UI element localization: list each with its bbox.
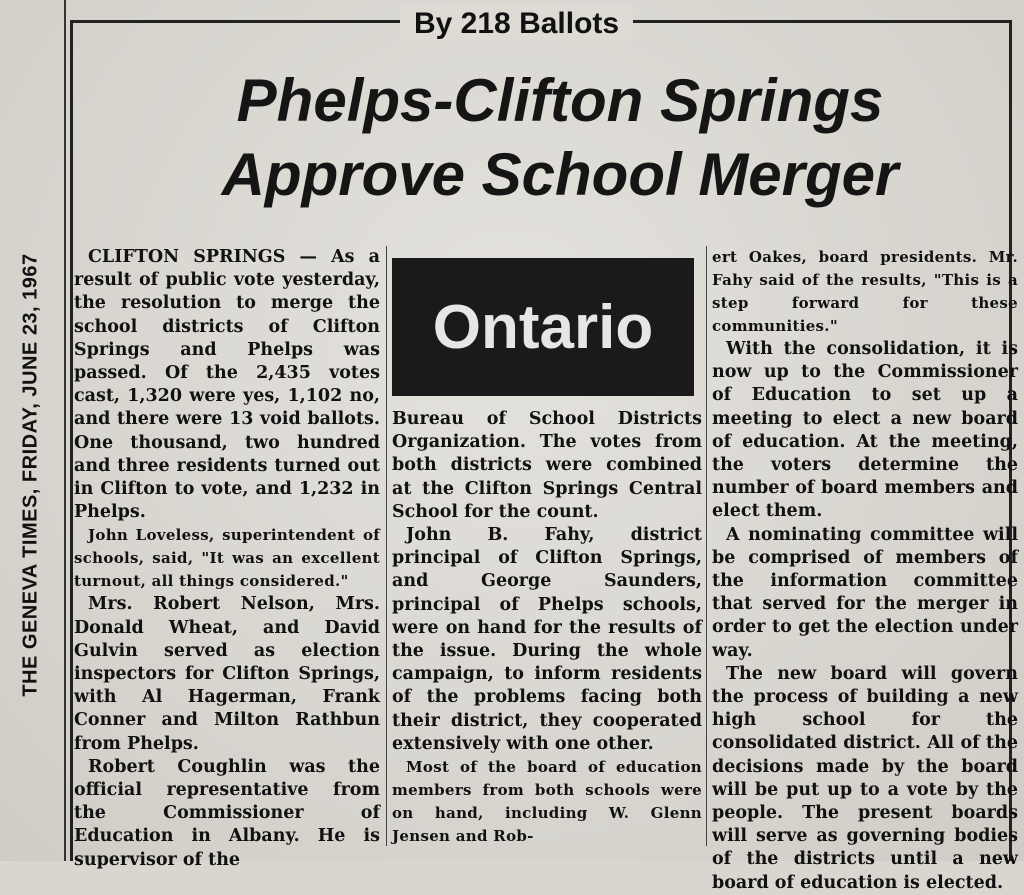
main-headline: Phelps-Clifton Springs Approve School Merger [221,67,899,208]
paragraph: With the consolidation, it is now up to the Commissioner of Education to set up a meeting to elect a new board of education. At the meeting, the voters determine the number of board members and elect them. [712,339,1018,522]
column-rule [386,246,387,846]
paragraph: The new board will govern the process of building a new high school for the consolidated district. All of the decisions made by the board will be put up to a vote by the people. The present boards will serve as governing bodies of the districts until a new board of education is elected. [712,663,1018,893]
article-column-3 [712,246,1018,895]
article-column-1 [74,246,380,872]
ontario-section-logo: Ontario [392,258,694,396]
margin-rule [64,0,66,861]
column-rule [706,246,707,846]
paragraph: Bureau of School Districts Organization. The votes from both districts were combined at the Clifton Springs Central School for the count. [392,409,702,522]
paragraph: John Loveless, superintendent of schools, said, "It was an excellent turnout, all things considered." [74,526,380,591]
article-column-2 [392,408,702,848]
paragraph: Most of the board of education members from both schools were on hand, including W. Glenn Jensen and Rob- [392,758,702,846]
paragraph: Mrs. Robert Nelson, Mrs. Donald Wheat, and David Gulvin served as election inspectors for Clifton Springs, with Al Hagerman, Frank Conner and Milton Rathbun from Phelps. [74,594,380,754]
kicker-headline: By 218 Ballots [400,6,633,42]
paragraph: A nominating committee will be comprised of members of the information committee that served for the merger in order to get the election under way. [712,524,1018,661]
paragraph: John B. Fahy, district principal of Clifton Springs, and George Saunders, principal of Phelps schools, were on hand for the results of the issue. During the whole campaign, to inform residents of the problems facing both their district, they cooperated extensively with one other. [392,525,702,754]
dateline-text: THE GENEVA TIMES, FRIDAY, JUNE 23, 1967 [19,253,42,697]
paragraph: CLIFTON SPRINGS — As a result of public vote yesterday, the resolution to merge the school districts of Clifton Springs and Phelps was passed. Of the 2,435 votes cast, 1,320 were yes, 1,102 no, and there were 13 void ballots. One thousand, two hundred and three residents turned out in Clifton to vote, and 1,232 in Phelps. [74,247,380,523]
paragraph: ert Oakes, board presidents. Mr. Fahy said of the results, "This is a step forward for these communities." [712,248,1018,335]
dateline [8,180,54,770]
paragraph: Robert Coughlin was the official representative from the Commissioner of Education in Albany. He is supervisor of the [74,756,380,870]
